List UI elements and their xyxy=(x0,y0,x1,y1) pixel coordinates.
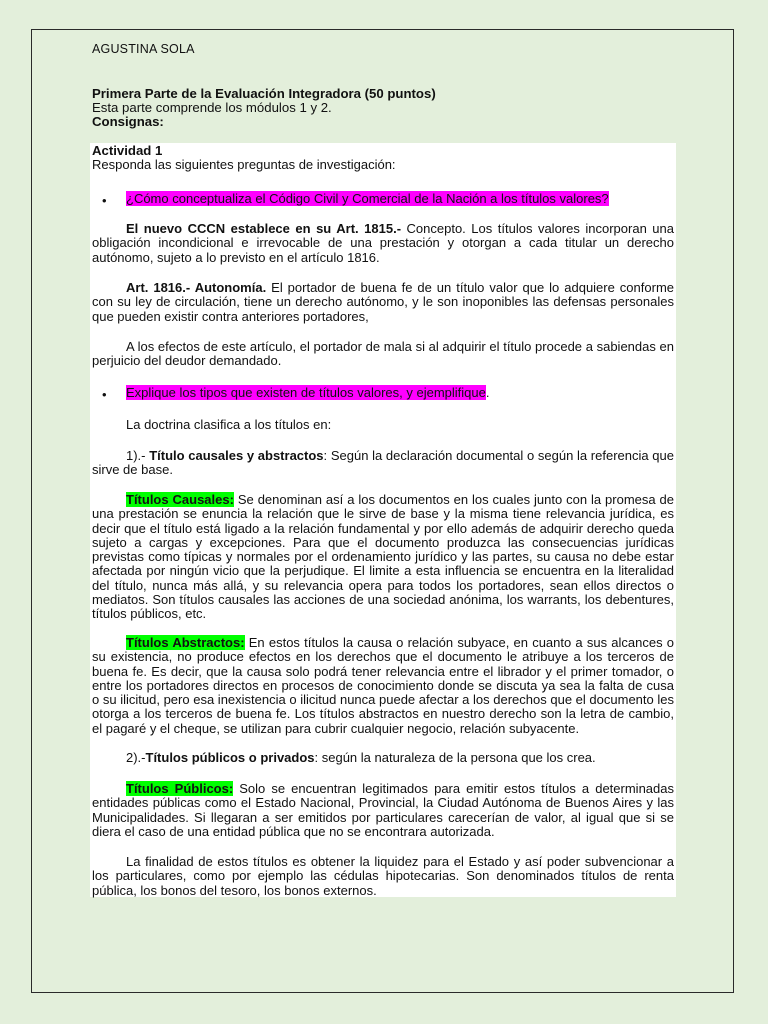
item-number-2: 2).- xyxy=(126,750,146,765)
page-title: Primera Parte de la Evaluación Integradora (50 puntos) xyxy=(92,86,436,101)
publicos-privados-heading: Títulos públicos o privados xyxy=(145,750,315,765)
causales-abstractos-heading: Título causales y abstractos xyxy=(149,448,324,463)
titulos-causales-label: Títulos Causales: xyxy=(126,492,234,507)
art-1815-heading: El nuevo CCCN establece en su Art. 1815.- xyxy=(126,221,402,236)
consignas-heading: Consignas: xyxy=(92,114,164,129)
paragraph-finalidad: La finalidad de estos títulos es obtener la liquidez para el Estado y así poder subvencionar a los particulares, como por ejemplo las cédulas hipotecarias. Son denominados títulos de renta pública, los bonos del tesoro, los bonos externos. xyxy=(92,854,674,898)
paragraph-art-1815 xyxy=(92,222,674,265)
document-header xyxy=(92,86,672,129)
bullet-icon: • xyxy=(102,193,107,208)
causales-abstractos-text: : Según la declaración documental o según la referencia que sirve de base. xyxy=(92,448,674,478)
art-1816-heading: Art. 1816.- Autonomía. xyxy=(126,280,267,295)
publicos-privados-text: : según la naturaleza de la persona que los crea. xyxy=(314,750,596,765)
paragraph-doctrina: La doctrina clasifica a los títulos en: xyxy=(126,417,332,432)
art-1816-text: El portador de buena fe de un título valor que lo adquiere conforme con su ley de circulación, tiene un derecho autónomo, y le son inoponibles las defensas personales que pueden existir contra anteriores portadores, xyxy=(92,280,674,324)
activity-title: Actividad 1 xyxy=(92,143,163,158)
titulos-publicos-text: Solo se encuentran legitimados para emitir estos títulos a determinadas entidades públicas como el Estado Nacional, Provincial, la Ciudad Autónoma de Buenos Aires y las Municipalidades. Si llegaran a ser emitidos por particulares carecerían de valor, al igual que si se diera el caso de una entidad pública que no se encontrara autorizada. xyxy=(92,781,674,839)
question-2 xyxy=(126,386,490,400)
paragraph-titulos-causales xyxy=(92,493,674,622)
titulos-publicos-label: Títulos Públicos: xyxy=(126,781,234,796)
paragraph-art-1816 xyxy=(92,281,674,324)
paragraph-efectos: A los efectos de este artículo, el portador de mala si al adquirir el título procede a sabiendas en perjuicio del deudor demandado. xyxy=(92,339,674,369)
activity-section xyxy=(92,144,674,172)
question-1 xyxy=(126,192,609,206)
question-1-text: ¿Cómo conceptualiza el Código Civil y Comercial de la Nación a los títulos valores? xyxy=(126,191,609,206)
paragraph-publicos-privados xyxy=(92,751,674,765)
paragraph-titulos-abstractos xyxy=(92,636,674,736)
page-subtitle: Esta parte comprende los módulos 1 y 2. xyxy=(92,100,332,115)
author-name: AGUSTINA SOLA xyxy=(92,42,195,56)
art-1815-text: Concepto. Los títulos valores incorporan una obligación incondicional e irrevocable de una prestación y otorgan a cada titular un derecho autónomo, sujeto a lo previsto en el artículo 1816. xyxy=(92,221,674,265)
paragraph-causales-abstractos xyxy=(92,449,674,478)
item-number-1: 1).- xyxy=(126,448,150,463)
bullet-icon: • xyxy=(102,387,107,402)
titulos-abstractos-text: En estos títulos la causa o relación subyace, en cuanto a sus alcances o su existencia, no produce efectos en los derechos que el documento le atribuye a los terceros de buena fe. Es decir, que la causa solo podrá tener relevancia entre el librador y el primer tomador, o entre los portadores directos en procesos de conocimiento donde se discuta ya sea la falta de cusa o su ilicitud, pero esa inexistencia o ilicitud nunca puede afectar a los derechos que el documento les otorga a los terceros de buena fe. Los títulos abstractos en nuestro derecho son la letra de cambio, el pagaré y el cheque, se utilizan para cubrir cualquier negocio, relación subyacente. xyxy=(92,635,674,736)
question-2-text: Explique los tipos que existen de títulos valores, y ejemplifique xyxy=(126,385,486,400)
activity-instruction: Responda las siguientes preguntas de investigación: xyxy=(92,157,396,172)
question-2-period: . xyxy=(485,385,490,400)
titulos-abstractos-label: Títulos Abstractos: xyxy=(126,635,245,650)
titulos-causales-text: Se denominan así a los documentos en los cuales junto con la promesa de una prestación se enuncia la relación que le sirve de base y la misma tiene relevancia jurídica, es decir que el título está ligado a la relación fundamental y por ello además de adquirir derecho queda sujeto a cargas y excepciones. Para que el documento produzca las consecuencias jurídicas previstas como típicas y normales por el ordenamiento jurídico y las partes, su causa no debe estar afectada por ningún vicio que la perjudique. El limite a esta influencia se encuentra en la literalidad del título, nunca más allá, y su relevancia opera para todos los portadores, sean ellos directos o mediatos. Son títulos causales las acciones de una sociedad anónima, los warrants, los debentures, títulos públicos, etc. xyxy=(92,492,674,622)
paragraph-titulos-publicos xyxy=(92,782,674,839)
